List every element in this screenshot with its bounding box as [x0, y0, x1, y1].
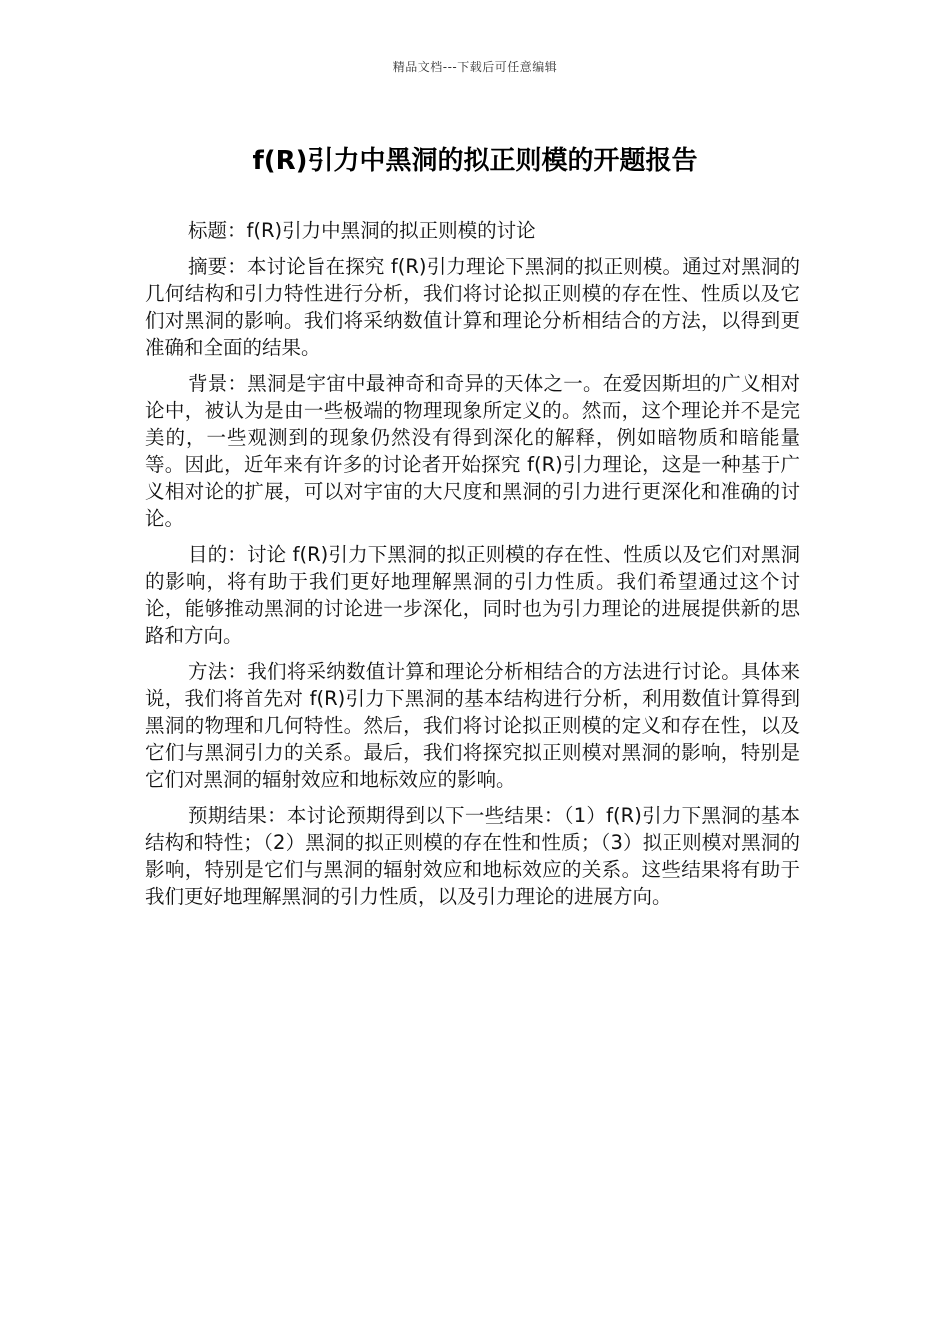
paragraph-method: 方法：我们将采纳数值计算和理论分析相结合的方法进行讨论。具体来说，我们将首先对 f(R)引力下黑洞的基本结构进行分析，利用数值计算得到黑洞的物理和几何特性。然后，我们将讨论拟正则模的定义和存在性，以及它们与黑洞引力的关系。最后，我们将探究拟正则模对黑洞的影响，特别是它们对黑洞的辐射效应和地标效应的影响。	[145, 660, 800, 791]
document-title: f(R)引力中黑洞的拟正则模的开题报告	[252, 146, 698, 176]
paragraph-purpose: 目的：讨论 f(R)引力下黑洞的拟正则模的存在性、性质以及它们对黑洞的影响，将有助于我们更好地理解黑洞的引力性质。我们希望通过这个讨论，能够推动黑洞的讨论进一步深化，同时也为引力理论的进展提供新的思路和方向。	[145, 543, 800, 647]
paragraph-expected-results: 预期结果：本讨论预期得到以下一些结果：（1）f(R)引力下黑洞的基本结构和特性；（2）黑洞的拟正则模的存在性和性质；（3）拟正则模对黑洞的影响，特别是它们与黑洞的辐射效应和地标效应的关系。这些结果将有助于我们更好地理解黑洞的引力性质，以及引力理论的进展方向。	[145, 804, 800, 908]
paragraph-abstract: 摘要：本讨论旨在探究 f(R)引力理论下黑洞的拟正则模。通过对黑洞的几何结构和引力特性进行分析，我们将讨论拟正则模的存在性、性质以及它们对黑洞的影响。我们将采纳数值计算和理论分析相结合的方法，以得到更准确和全面的结果。	[145, 255, 800, 359]
paragraph-background: 背景：黑洞是宇宙中最神奇和奇异的天体之一。在爱因斯坦的广义相对论中，被认为是由一些极端的物理现象所定义的。然而，这个理论并不是完美的，一些观测到的现象仍然没有得到深化的解释，例如暗物质和暗能量等。因此，近年来有许多的讨论者开始探究 f(R)引力理论，这是一种基于广义相对论的扩展，可以对宇宙的大尺度和黑洞的引力进行更深化和准确的讨论。	[145, 372, 800, 530]
paragraph-topic: 标题：f(R)引力中黑洞的拟正则模的讨论	[188, 219, 536, 242]
page-header: 精品文档---下载后可任意编辑	[392, 60, 558, 74]
document-body	[145, 217, 800, 919]
